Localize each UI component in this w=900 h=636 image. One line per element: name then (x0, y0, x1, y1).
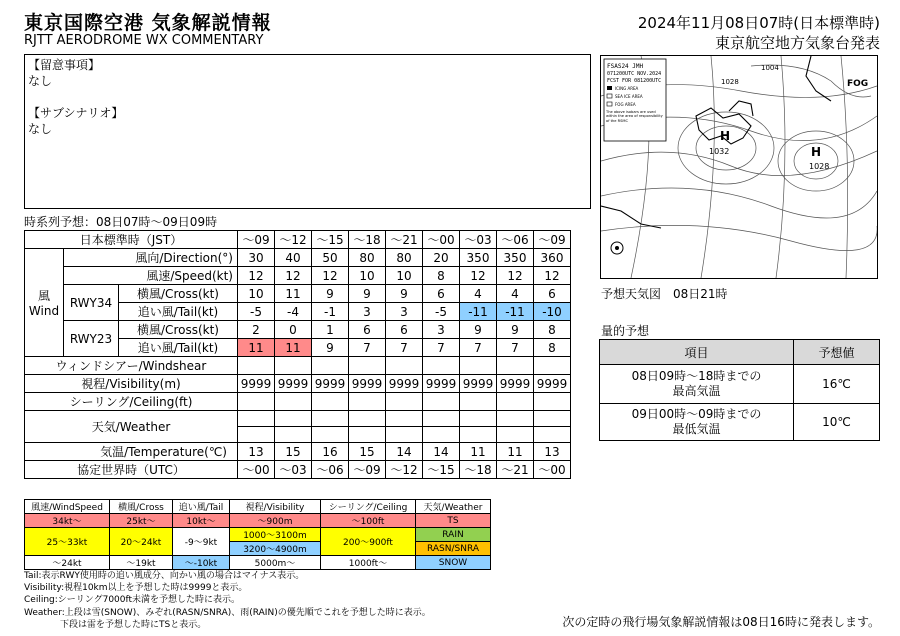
rwy23-tail-cell: 11 (238, 339, 275, 357)
speed-cell: 12 (534, 267, 571, 285)
weather-label: 天気/Weather (25, 411, 238, 443)
rwy34-tail-cell: -11 (497, 303, 534, 321)
weather-bottom-cell (423, 427, 460, 443)
temperature-cell: 14 (423, 443, 460, 461)
forecast-max-value: 16℃ (794, 365, 880, 404)
rwy23-cross-cell: 9 (460, 321, 497, 339)
direction-cell: 80 (386, 249, 423, 267)
legend-header: 追い風/Tail (173, 500, 230, 514)
temperature-cell: 11 (497, 443, 534, 461)
weather-row-top (25, 411, 571, 427)
legend-red-row (25, 514, 491, 528)
subscenario-heading: 【サブシナリオ】 (28, 106, 124, 120)
map-pressure-label-3: 1004 (761, 64, 779, 72)
jst-cell: 〜09 (238, 231, 275, 249)
forecast-table (599, 339, 880, 441)
visibility-cell: 9999 (423, 375, 460, 393)
speed-label: 風速/Speed(kt) (64, 267, 238, 285)
weather-top-cell (238, 411, 275, 427)
legend-header: 視程/Visibility (230, 500, 321, 514)
rwy34-cross-cell: 4 (460, 285, 497, 303)
windshear-cell (497, 357, 534, 375)
legend-red-cell: 〜900m (230, 514, 321, 528)
visibility-label: 視程/Visibility(m) (25, 375, 238, 393)
legend-yellow-cell: 20〜24kt (110, 528, 173, 556)
color-legend (24, 499, 491, 570)
ceiling-cell (275, 393, 312, 411)
wind-group-label: 風 Wind (25, 249, 64, 357)
forecast-row-min (600, 404, 880, 441)
map-legend-fog: FOG AREA (615, 102, 636, 107)
map-legend-line-2: 071200UTC NOV.2024 (607, 71, 662, 77)
ceiling-cell (497, 393, 534, 411)
legend-bottom-cell: 1000ft〜 (321, 556, 416, 570)
rwy34-cross-cell: 10 (238, 285, 275, 303)
ceiling-cell (423, 393, 460, 411)
map-legend-line-3: FCST FOR 081200UTC (607, 78, 662, 84)
utc-row (25, 461, 571, 479)
footnote: Weather:上段は雪(SNOW)、みぞれ(RASN/SNRA)、雨(RAIN)の優先順でこれを予想した時に表示。 (24, 607, 431, 618)
legend-snra-cell: RASN/SNRA (416, 542, 491, 556)
legend-red-cell: 〜100ft (321, 514, 416, 528)
rwy34-tail-label: 追い風/Tail(kt) (119, 303, 238, 321)
footnote: Tail:表示RWY使用時の追い風成分、向かい風の場合はマイナス表示。 (24, 571, 305, 581)
jst-cell: 〜15 (312, 231, 349, 249)
forecast-value-header: 予想値 (794, 340, 880, 365)
ceiling-row (25, 393, 571, 411)
legend-red-cell: 25kt〜 (110, 514, 173, 528)
legend-red-cell: 34kt〜 (25, 514, 110, 528)
rwy23-tail-cell: 7 (460, 339, 497, 357)
ceiling-cell (349, 393, 386, 411)
visibility-cell: 9999 (497, 375, 534, 393)
utc-cell: 〜18 (460, 461, 497, 479)
caution-heading: 【留意事項】 (28, 58, 101, 72)
temperature-cell: 13 (534, 443, 571, 461)
rwy23-tail-label: 追い風/Tail(kt) (119, 339, 238, 357)
windshear-cell (238, 357, 275, 375)
visibility-cell: 9999 (460, 375, 497, 393)
rwy34-cross-cell: 9 (386, 285, 423, 303)
legend-red-cell: 10kt〜 (173, 514, 230, 528)
issue-time: 2024年11月08日07時(日本標準時) (637, 14, 880, 32)
utc-cell: 〜12 (386, 461, 423, 479)
windshear-cell (312, 357, 349, 375)
rwy34-cross-cell: 6 (423, 285, 460, 303)
legend-yellow-cell: 25〜33kt (25, 528, 110, 556)
jst-cell: 〜03 (460, 231, 497, 249)
rwy34-tail-cell: -1 (312, 303, 349, 321)
map-legend-icing: ICING AREA (615, 86, 639, 91)
jst-cell: 〜18 (349, 231, 386, 249)
speed-cell: 10 (349, 267, 386, 285)
rwy23-cross-cell: 8 (534, 321, 571, 339)
legend-bottom-cell: 〜19kt (110, 556, 173, 570)
weather-top-cell (386, 411, 423, 427)
rwy23-cross-cell: 9 (497, 321, 534, 339)
rwy34-tail-cell: -5 (423, 303, 460, 321)
ceiling-cell (312, 393, 349, 411)
rwy34-tail-cell: 3 (386, 303, 423, 321)
rwy34-cross-cell: 6 (534, 285, 571, 303)
ceiling-cell (534, 393, 571, 411)
speed-cell: 8 (423, 267, 460, 285)
map-fog-label: FOG (847, 79, 869, 89)
weather-bottom-cell (275, 427, 312, 443)
utc-cell: 〜21 (497, 461, 534, 479)
rwy23-tail-cell: 11 (275, 339, 312, 357)
forecast-weather-map (600, 55, 878, 279)
speed-cell: 10 (386, 267, 423, 285)
forecast-max-item: 08日09時〜18時までの 最高気温 (600, 365, 794, 404)
temperature-row (25, 443, 571, 461)
weather-bottom-cell (497, 427, 534, 443)
windshear-cell (386, 357, 423, 375)
jst-cell: 〜09 (534, 231, 571, 249)
rwy34-cross-row (25, 285, 571, 303)
rwy23-tail-cell: 7 (423, 339, 460, 357)
utc-cell: 〜09 (349, 461, 386, 479)
footnote: Visibility:視程10km以上を予想した時は9999と表示。 (24, 583, 248, 594)
page-title: 東京国際空港 気象解説情報 (24, 12, 272, 34)
rwy23-tail-cell: 8 (534, 339, 571, 357)
speed-row (25, 267, 571, 285)
jst-cell: 〜12 (275, 231, 312, 249)
direction-cell: 40 (275, 249, 312, 267)
legend-header: 天気/Weather (416, 500, 491, 514)
temperature-label: 気温/Temperature(℃) (25, 443, 238, 461)
direction-cell: 20 (423, 249, 460, 267)
direction-cell: 360 (534, 249, 571, 267)
rwy34-tail-cell: 3 (349, 303, 386, 321)
weather-top-cell (312, 411, 349, 427)
visibility-cell: 9999 (275, 375, 312, 393)
jst-header: 日本標準時（JST） (25, 231, 238, 249)
windshear-row (25, 357, 571, 375)
legend-cyan-cell: 3200〜4900m (230, 542, 321, 556)
forecast-row-max (600, 365, 880, 404)
weather-bottom-cell (386, 427, 423, 443)
rwy23-cross-cell: 2 (238, 321, 275, 339)
rwy34-cross-cell: 11 (275, 285, 312, 303)
weather-bottom-cell (534, 427, 571, 443)
direction-cell: 80 (349, 249, 386, 267)
windshear-label: ウィンドシアー/Windshear (25, 357, 238, 375)
weather-top-cell (423, 411, 460, 427)
forecast-header-row (600, 340, 880, 365)
rwy34-cross-cell: 4 (497, 285, 534, 303)
forecast-item-header: 項目 (600, 340, 794, 365)
rwy34-tail-cell: -10 (534, 303, 571, 321)
jst-cell: 〜06 (497, 231, 534, 249)
speed-cell: 12 (275, 267, 312, 285)
speed-cell: 12 (460, 267, 497, 285)
direction-cell: 50 (312, 249, 349, 267)
rwy23-tail-cell: 7 (386, 339, 423, 357)
ceiling-cell (238, 393, 275, 411)
rwy23-tail-cell: 9 (312, 339, 349, 357)
subscenario-text: なし (28, 122, 53, 136)
utc-cell: 〜00 (238, 461, 275, 479)
ceiling-label: シーリング/Ceiling(ft) (25, 393, 238, 411)
rwy23-cross-cell: 1 (312, 321, 349, 339)
direction-cell: 350 (497, 249, 534, 267)
visibility-cell: 9999 (534, 375, 571, 393)
timeseries-label: 時系列予想：08日07時〜09日09時 (24, 215, 218, 229)
direction-label: 風向/Direction(°) (64, 249, 238, 267)
temperature-cell: 11 (460, 443, 497, 461)
legend-red-cell: TS (416, 514, 491, 528)
utc-header: 協定世界時（UTC） (25, 461, 238, 479)
utc-cell: 〜03 (275, 461, 312, 479)
timeseries-table (24, 230, 571, 479)
legend-bottom-cell: SNOW (416, 556, 491, 570)
weather-top-cell (497, 411, 534, 427)
rwy23-cross-cell: 6 (349, 321, 386, 339)
windshear-cell (423, 357, 460, 375)
jst-cell: 〜21 (386, 231, 423, 249)
rwy34-tail-cell: -11 (460, 303, 497, 321)
rwy23-tail-cell: 7 (497, 339, 534, 357)
map-caption: 予想天気図 08日21時 (601, 287, 728, 301)
speed-cell: 12 (238, 267, 275, 285)
direction-cell: 30 (238, 249, 275, 267)
footnote: Ceiling:シーリング7000ft未満を予想した時に表示。 (24, 595, 241, 606)
forecast-min-item: 09日00時〜09時までの 最低気温 (600, 404, 794, 441)
legend-bottom-cell: 〜-10kt (173, 556, 230, 570)
windshear-cell (534, 357, 571, 375)
legend-header: シーリング/Ceiling (321, 500, 416, 514)
speed-cell: 12 (312, 267, 349, 285)
map-legend-seaice: SEA ICE AREA (615, 94, 643, 99)
rwy34-cross-label: 横風/Cross(kt) (119, 285, 238, 303)
map-pressure-label-4: 1028 (721, 78, 739, 86)
issuer: 東京航空地方気象台発表 (714, 34, 880, 52)
utc-cell: 〜00 (534, 461, 571, 479)
map-pressure-label-2: 1028 (809, 162, 830, 171)
legend-rain-cell: RAIN (416, 528, 491, 542)
footnotes (24, 570, 431, 631)
direction-row (25, 249, 571, 267)
visibility-cell: 9999 (238, 375, 275, 393)
legend-bottom-cell: 5000m〜 (230, 556, 321, 570)
weather-top-cell (275, 411, 312, 427)
rwy34-cross-cell: 9 (312, 285, 349, 303)
rwy23-label: RWY23 (64, 321, 119, 357)
legend-header-row (25, 500, 491, 514)
weather-bottom-cell (238, 427, 275, 443)
temperature-cell: 15 (349, 443, 386, 461)
temperature-cell: 16 (312, 443, 349, 461)
visibility-cell: 9999 (386, 375, 423, 393)
ceiling-cell (460, 393, 497, 411)
map-high-label-1: H (720, 129, 731, 143)
next-issue-notice: 次の定時の飛行場気象解説情報は08日16時に発表します。 (562, 615, 880, 629)
rwy23-cross-cell: 6 (386, 321, 423, 339)
legend-white-cell: -9〜9kt (173, 528, 230, 556)
legend-header: 風速/WindSpeed (25, 500, 110, 514)
utc-cell: 〜15 (423, 461, 460, 479)
temperature-cell: 14 (386, 443, 423, 461)
windshear-cell (349, 357, 386, 375)
rwy34-tail-cell: -4 (275, 303, 312, 321)
weather-bottom-cell (312, 427, 349, 443)
weather-top-cell (460, 411, 497, 427)
map-pressure-label-1: 1032 (709, 147, 730, 156)
rwy23-cross-cell: 0 (275, 321, 312, 339)
map-legend-line-1: FSAS24 JMH (607, 63, 644, 70)
rwy34-label: RWY34 (64, 285, 119, 321)
temperature-cell: 15 (275, 443, 312, 461)
forecast-min-value: 10℃ (794, 404, 880, 441)
jst-cell: 〜00 (423, 231, 460, 249)
windshear-cell (460, 357, 497, 375)
footnote: 下段は雷を予想した時にTSと表示。 (24, 619, 207, 630)
visibility-cell: 9999 (349, 375, 386, 393)
rwy23-cross-label: 横風/Cross(kt) (119, 321, 238, 339)
rwy34-cross-cell: 9 (349, 285, 386, 303)
notes-box (24, 54, 591, 209)
legend-yellow-row-1 (25, 528, 491, 542)
legend-yellow-cell: 1000〜3100m (230, 528, 321, 542)
jst-row (25, 231, 571, 249)
weather-bottom-cell (349, 427, 386, 443)
page-subtitle: RJTT AERODROME WX COMMENTARY (24, 33, 264, 48)
map-high-label-2: H (811, 145, 822, 159)
legend-bottom-row (25, 556, 491, 570)
weather-top-cell (349, 411, 386, 427)
visibility-cell: 9999 (312, 375, 349, 393)
rwy23-tail-cell: 7 (349, 339, 386, 357)
legend-header: 横風/Cross (110, 500, 173, 514)
rwy34-tail-cell: -5 (238, 303, 275, 321)
legend-yellow-cell: 200〜900ft (321, 528, 416, 556)
utc-cell: 〜06 (312, 461, 349, 479)
weather-bottom-cell (460, 427, 497, 443)
weather-map-image (601, 56, 877, 278)
direction-cell: 350 (460, 249, 497, 267)
map-legend-note: The above isobars are used within the area of responsibility of the RSMC (606, 110, 663, 123)
rwy23-cross-row (25, 321, 571, 339)
temperature-cell: 13 (238, 443, 275, 461)
weather-top-cell (534, 411, 571, 427)
rwy23-cross-cell: 3 (423, 321, 460, 339)
caution-text: なし (28, 74, 53, 88)
ceiling-cell (386, 393, 423, 411)
speed-cell: 12 (497, 267, 534, 285)
windshear-cell (275, 357, 312, 375)
legend-bottom-cell: 〜24kt (25, 556, 110, 570)
forecast-label: 量的予想 (601, 324, 650, 338)
visibility-row (25, 375, 571, 393)
